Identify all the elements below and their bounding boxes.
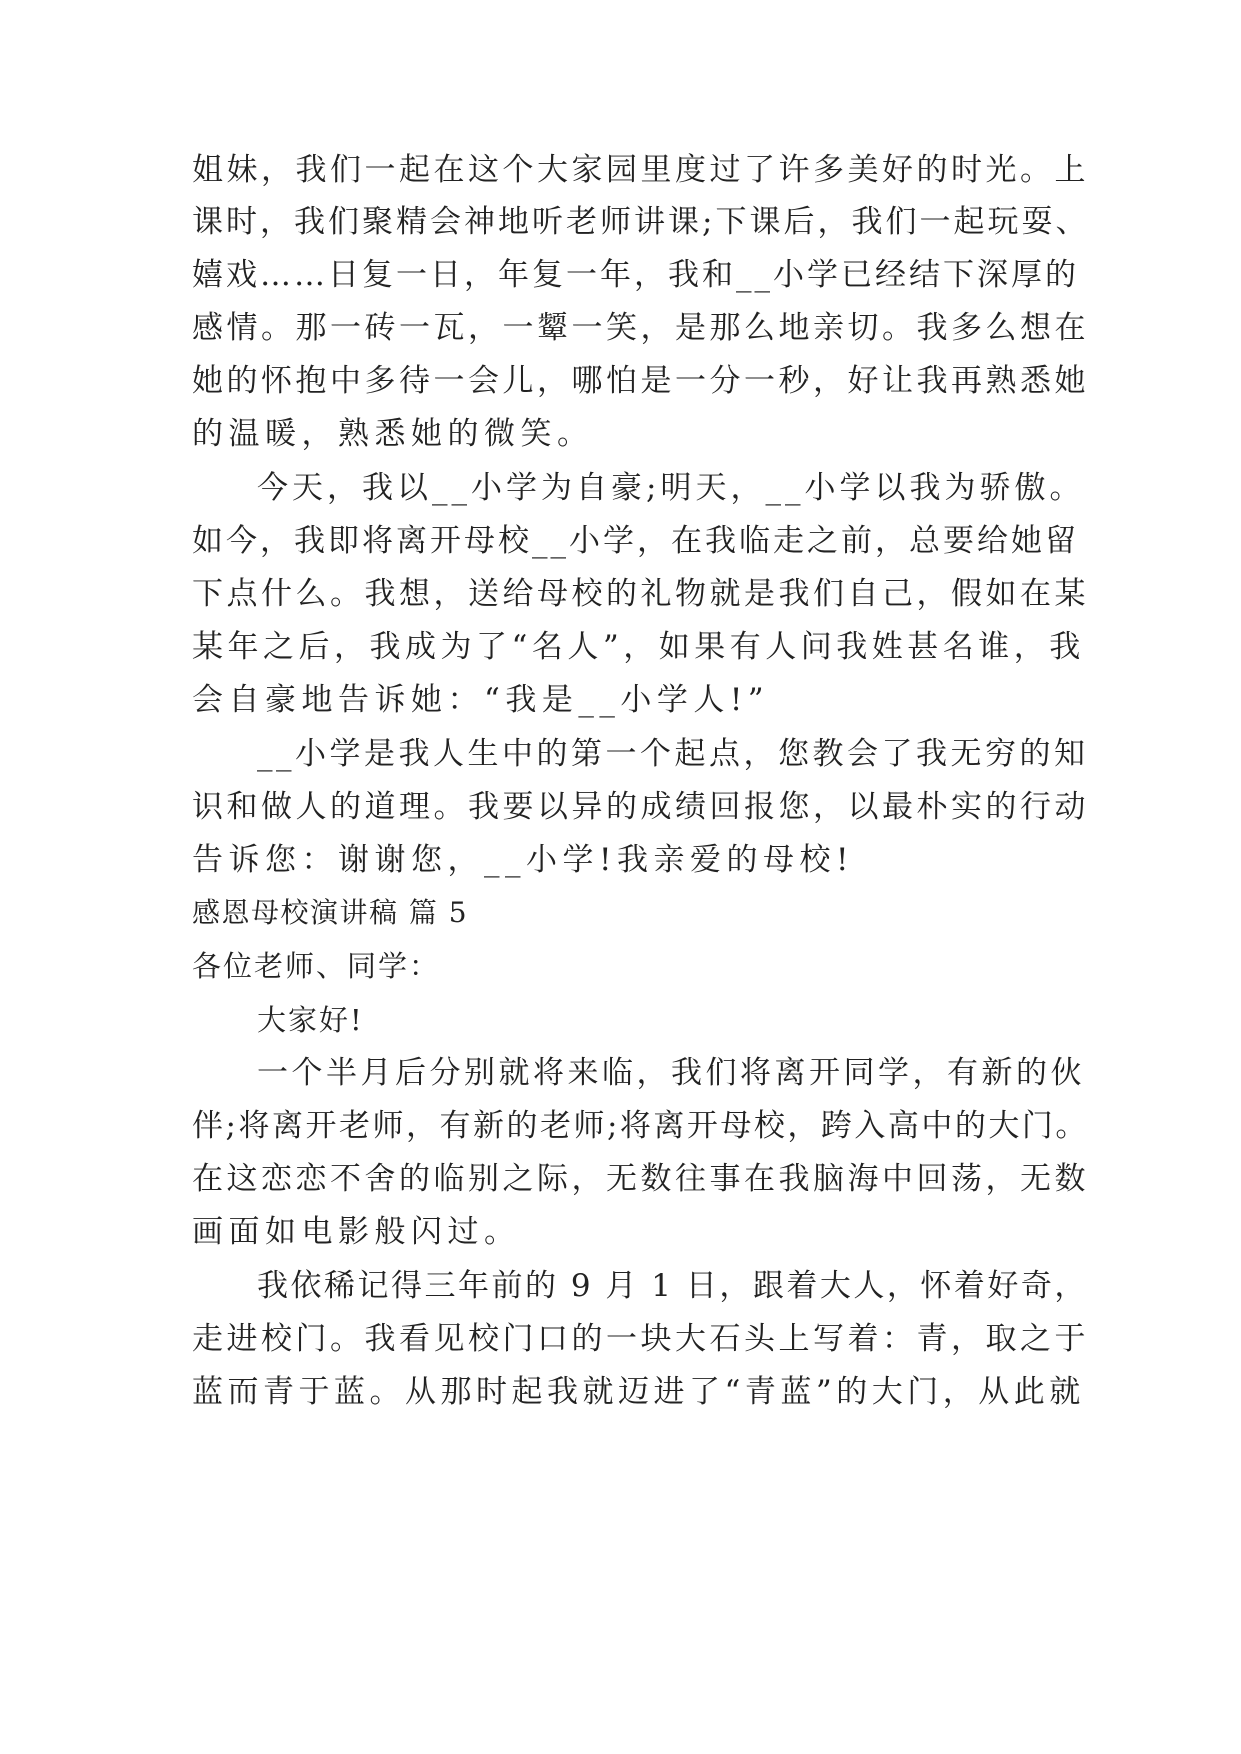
text-line: 的温暖，熟悉她的微笑。 — [192, 416, 594, 452]
text-line: 蓝而青于蓝。从那时起我就迈进了“青蓝”的大门，从此就 — [192, 1374, 1085, 1410]
text-line: 告诉您：谢谢您，__小学!我亲爱的母校! — [192, 842, 854, 878]
paragraph-first-line: 一个半月后分别就将来临，我们将离开同学，有新的伙 — [257, 1055, 1085, 1091]
text-line: 如今，我即将离开母校__小学，在我临走之前，总要给她留 — [192, 523, 1079, 559]
text-line: 在这恋恋不舍的临别之际，无数往事在我脑海中回荡，无数 — [192, 1161, 1089, 1197]
greeting: 大家好! — [257, 1003, 364, 1037]
text-line: 她的怀抱中多待一会儿，哪怕是一分一秒，好让我再熟悉她 — [192, 363, 1089, 399]
paragraph-first-line: 今天，我以__小学为自豪;明天，__小学以我为骄傲。 — [257, 470, 1085, 506]
text-line: 感情。那一砖一瓦，一颦一笑，是那么地亲切。我多么想在 — [192, 310, 1089, 346]
paragraph-first-line: __小学是我人生中的第一个起点，您教会了我无穷的知 — [257, 736, 1089, 772]
text-line: 嬉戏……日复一日，年复一年，我和__小学已经结下深厚的 — [192, 257, 1079, 293]
text-line: 伴;将离开老师，有新的老师;将离开母校，跨入高中的大门。 — [192, 1108, 1089, 1144]
text-line: 画面如电影般闪过。 — [192, 1214, 521, 1250]
section-heading: 感恩母校演讲稿 篇 5 — [192, 896, 469, 929]
salutation: 各位老师、同学： — [192, 949, 441, 983]
text-line: 姐妹，我们一起在这个大家园里度过了许多美好的时光。上 — [192, 152, 1089, 188]
text-line: 下点什么。我想，送给母校的礼物就是我们自己，假如在某 — [192, 576, 1089, 612]
text-line: 走进校门。我看见校门口的一块大石头上写着：青，取之于 — [192, 1321, 1089, 1357]
text-line: 会自豪地告诉她：“我是__小学人!” — [192, 682, 770, 718]
text-line: 课时，我们聚精会神地听老师讲课;下课后，我们一起玩耍、 — [192, 204, 1090, 240]
text-line: 识和做人的道理。我要以异的成绩回报您，以最朴实的行动 — [192, 789, 1089, 825]
text-line: 某年之后，我成为了“名人”，如果有人问我姓甚名谁，我 — [192, 629, 1085, 665]
paragraph-first-line: 我依稀记得三年前的 9 月 1 日，跟着大人，怀着好奇， — [257, 1268, 1088, 1304]
